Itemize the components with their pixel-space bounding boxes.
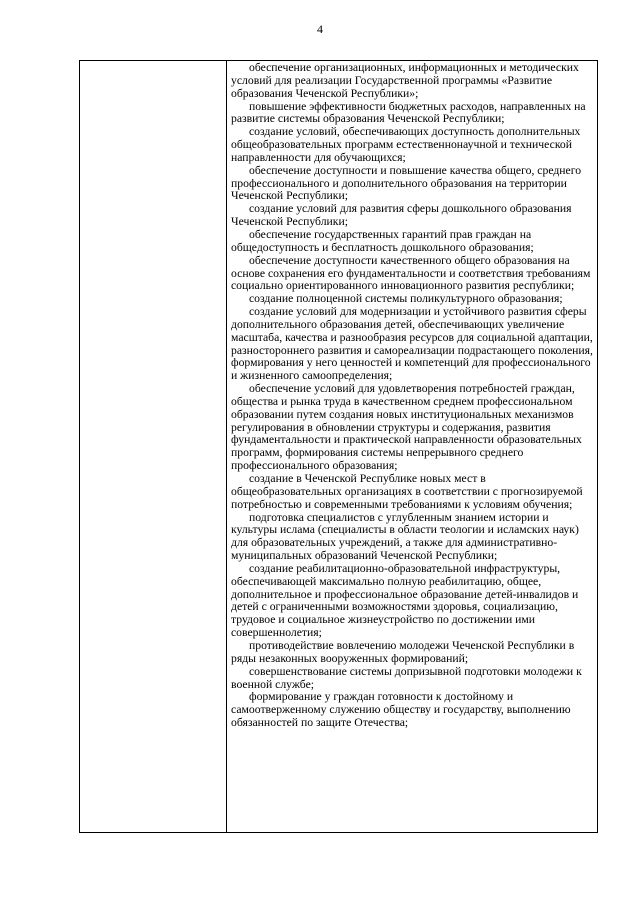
goal-paragraph: обеспечение доступности и повышение качества общего, среднего профессионального и дополнительного образования на территории Чеченской Республики; [231,163,582,203]
goal-paragraph: создание условий для развития сферы дошкольного образования Чеченской Республики; [231,202,572,229]
goal-paragraph: создание полноценной системы поликультурного образования; [249,292,563,306]
goal-paragraph: создание реабилитационно-образовательной инфраструктуры, обеспечивающей максимально полную реабилитацию, общее, дополнительное и профессиональное образование детей-инвалидов и детей с ограниченными возможностями здоровья, социализацию, трудовое и социальное жизнеустройство по достижении ими совершеннолетия; [231,561,579,640]
goal-paragraph: противодействие вовлечению молодежи Чеченской Республики в ряды незаконных вооруженных формирований; [231,638,575,665]
goal-paragraph: подготовка специалистов с углубленным знанием истории и культуры ислама (специалисты в области теологии и исламских наук) для образовательных учреждений, а также для административно-муниципальных образований Чеченской Республики; [231,510,579,563]
goal-paragraph: создание в Чеченской Республике новых мест в общеобразовательных организациях в соответствии с прогнозируемой потребностью и современными требованиями к условиям обучения; [231,472,583,511]
document-table [79,60,598,833]
goal-paragraph: обеспечение условий для удовлетворения потребностей граждан, общества и рынка труда в качественном среднем профессиональном образовании путем создания новых институциональных механизмов регулирования в обновлении структуры и содержания, развития фундаментальности и практической направленности образовательных программ, формирования системы непрерывного среднего профессионального образования; [231,382,582,473]
goal-paragraph: создание условий для модернизации и устойчивого развития сферы дополнительного образования детей, обеспечивающих увеличение масштаба, качества и разнообразия ресурсов для социальной адаптации, разностороннего развития и самореализации подрастающего поколения, формирования у него ценностей и компетенций для профессионального и жизненного самоопределения; [231,305,593,383]
goal-paragraph: создание условий, обеспечивающих доступность дополнительных общеобразовательных программ естественнонаучной и технической направленности для обучающихся; [231,125,581,164]
table-left-cell [80,61,227,832]
goal-paragraph: совершенствование системы допризывной подготовки молодежи к военной службе; [231,664,582,691]
page-number: 4 [317,22,323,36]
goal-paragraph: повышение эффективности бюджетных расходов, направленных на развитие системы образования Чеченской Республики; [231,99,586,126]
table-right-cell [227,61,597,832]
goal-paragraph: обеспечение доступности качественного общего образования на основе сохранения его фундаментальности и соответствия требованиям социально ориентированного инновационного развития республики; [231,253,591,293]
goal-paragraph: обеспечение государственных гарантий прав граждан на общедоступность и бесплатность дошкольного образования; [231,227,534,254]
goal-paragraph: формирование у граждан готовности к достойному и самоотверженному служению обществу и государству, выполнению обязанностей по защите Отечества; [231,690,571,730]
goal-paragraph: обеспечение организационных, информационных и методических условий для реализации Государственной программы «Развитие образования Чеченской Республики»; [231,61,579,100]
